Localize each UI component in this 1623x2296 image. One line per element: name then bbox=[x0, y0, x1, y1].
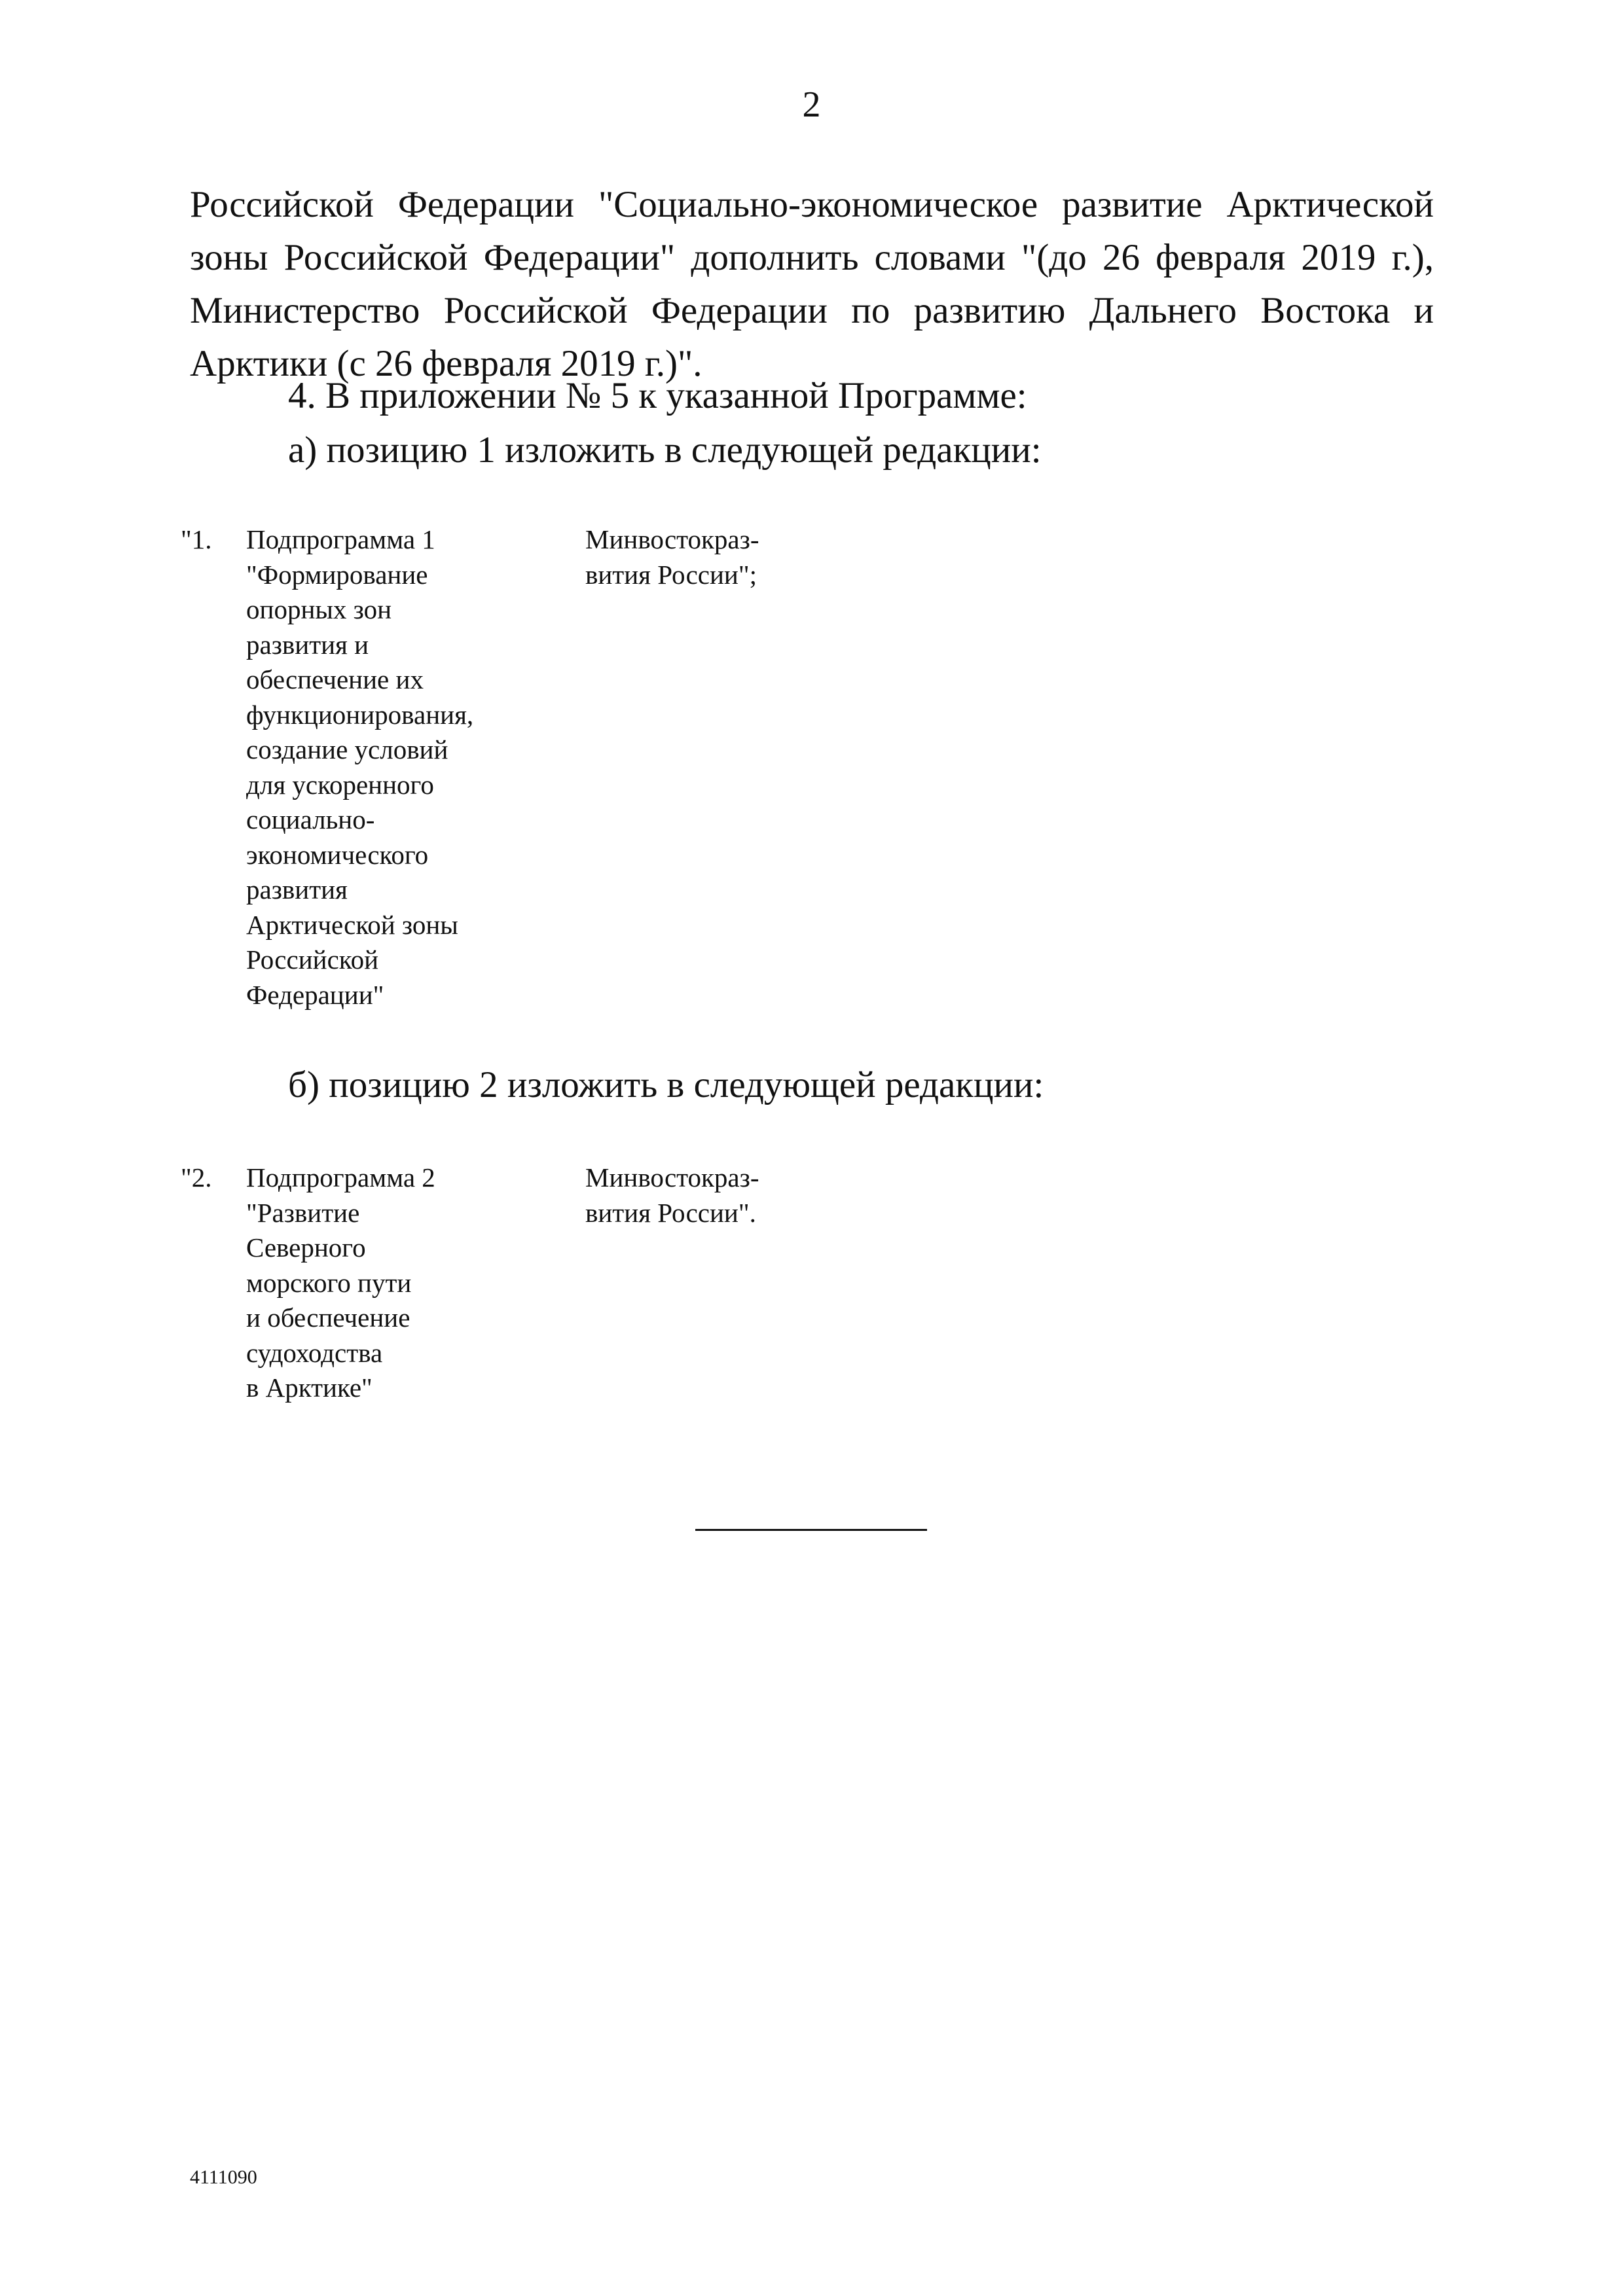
position-1-name-line: Федерации" bbox=[246, 979, 384, 1010]
position-2-name-line: "Развитие bbox=[246, 1197, 360, 1228]
position-1-name-line: опорных зон bbox=[246, 594, 392, 624]
position-1-name-line: экономического bbox=[246, 839, 429, 870]
position-1-name bbox=[246, 522, 554, 1013]
intro-paragraph: Российской Федерации "Социально-экономическое развитие Арктической зоны Российской Федерации" дополнить словами "(до 26 февраля 2019 г.), Министерство Российской Федерации по развитию Дальнего Востока и Арктики (с 26 февраля 2019 г.)". bbox=[190, 184, 1434, 384]
position-1-name-line: создание условий bbox=[246, 734, 448, 764]
position-2-name-line: и обеспечение bbox=[246, 1302, 410, 1333]
position-2-name-line: Северного bbox=[246, 1232, 366, 1263]
document-code: 4111090 bbox=[190, 2166, 257, 2188]
position-2-responsible-line: вития России". bbox=[585, 1197, 756, 1228]
position-2-responsible-line: Минвостокраз- bbox=[585, 1162, 759, 1193]
position-1-name-line: функционирования, bbox=[246, 699, 474, 730]
position-2-responsible bbox=[585, 1160, 860, 1230]
position-2-name-line: судоходства bbox=[246, 1337, 383, 1368]
page-number: 2 bbox=[802, 84, 821, 125]
item-4-heading: 4. В приложении № 5 к указанной Программе: bbox=[288, 375, 1027, 416]
item-b-instruction: б) позицию 2 изложить в следующей редакции: bbox=[288, 1064, 1044, 1105]
position-1-name-line: "Формирование bbox=[246, 559, 428, 590]
position-1-name-line: для ускоренного bbox=[246, 769, 434, 800]
position-2-name-line: в Арктике" bbox=[246, 1372, 373, 1403]
position-1-responsible-line: Минвостокраз- bbox=[585, 524, 759, 554]
position-1-name-line: развития bbox=[246, 874, 348, 905]
item-a-instruction: а) позицию 1 изложить в следующей редакции: bbox=[288, 429, 1042, 471]
position-2-number: "2. bbox=[181, 1162, 212, 1193]
position-1-number: "1. bbox=[181, 524, 212, 554]
position-1-name-line: социально- bbox=[246, 804, 375, 834]
position-1-name-line: развития и bbox=[246, 629, 369, 660]
position-1-name-line: обеспечение их bbox=[246, 664, 424, 694]
position-2-name-line: Подпрограмма 2 bbox=[246, 1162, 435, 1193]
position-2-name bbox=[246, 1160, 554, 1406]
position-1-name-line: Российской bbox=[246, 944, 379, 975]
position-1-responsible bbox=[585, 522, 860, 592]
position-1-name-line: Арктической зоны bbox=[246, 909, 458, 940]
position-1-name-line: Подпрограмма 1 bbox=[246, 524, 435, 554]
end-divider bbox=[695, 1529, 927, 1531]
position-1-responsible-line: вития России"; bbox=[585, 559, 757, 590]
position-2-name-line: морского пути bbox=[246, 1267, 412, 1298]
